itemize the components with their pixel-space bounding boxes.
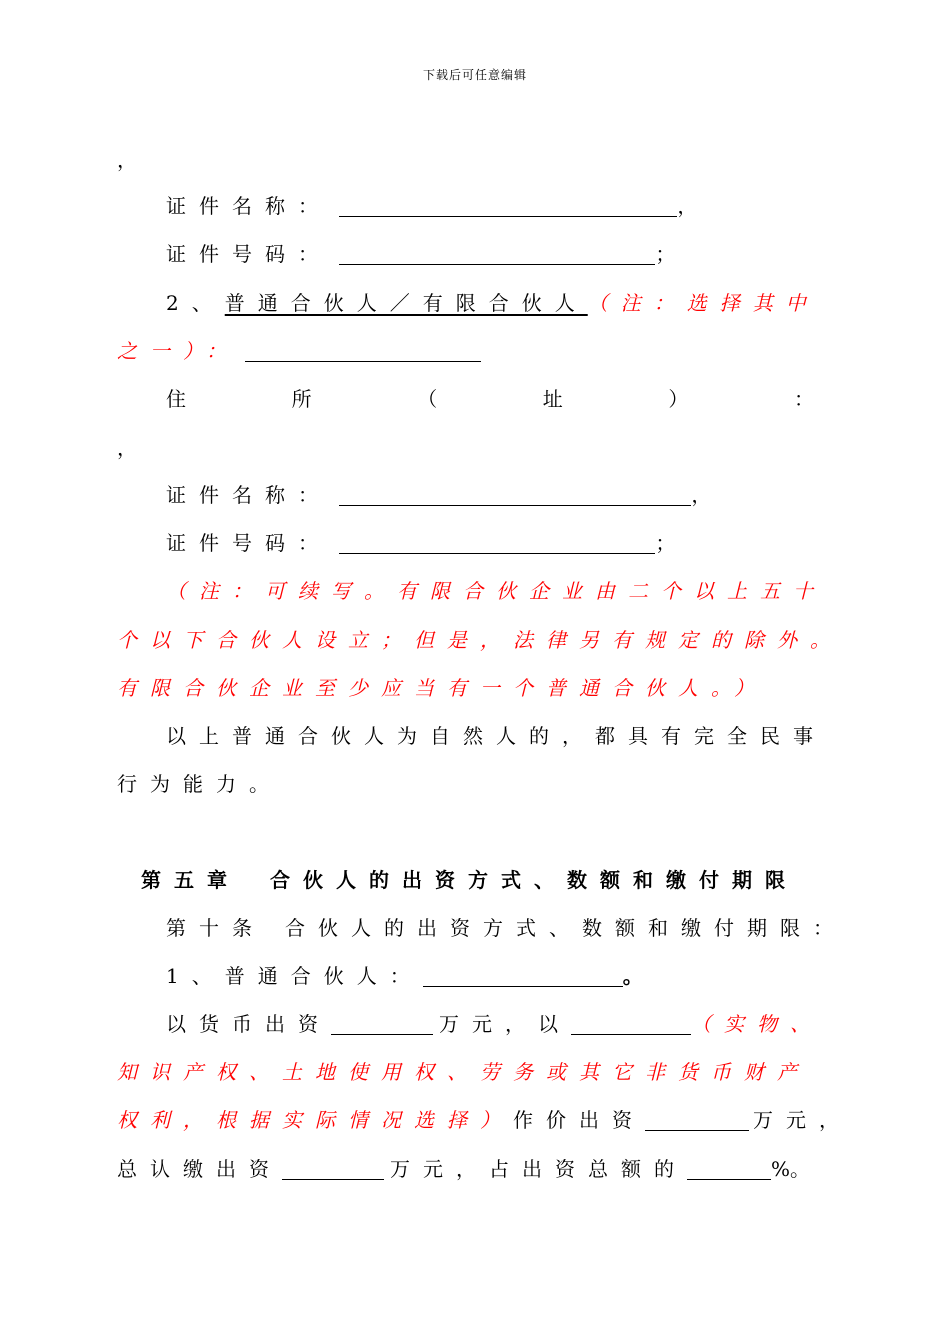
id-name-label: 证件名称： [166,483,331,507]
id-number-label: 证件号码： [166,531,331,555]
item-1-blank[interactable] [423,964,623,987]
item-1-label: 普通合伙人： [224,964,423,988]
address-char: ： [793,387,814,411]
valuation-line [117,1106,852,1134]
stray-comma: ， [117,436,137,460]
id-number-line-2 [166,529,675,557]
id-number-blank[interactable] [339,531,655,554]
capacity-line-1: 以上普通合伙人为自然人的，都具有完全民事 [166,724,826,748]
article-text: 合伙人的出资方式、数额和缴付期限： [285,916,846,940]
cash-with: 以 [538,1012,571,1036]
article-10-line [166,914,846,942]
address-char: 址 [542,387,563,411]
end-comma: ， [677,194,698,218]
address-char: 住 [166,387,186,411]
chapter-subtitle: 合伙人的出资方式、数额和缴付期限 [270,868,798,892]
percentage-blank[interactable] [687,1157,771,1180]
partner-type: 普通合伙人／有限合伙人 [224,291,588,315]
valued-unit: 万元， [753,1108,852,1132]
partner-2-line [166,289,819,317]
in-kind-note-end: 权利，根据实际情况选择） [117,1108,513,1132]
select-note: （注：选择其中 [587,291,819,315]
id-number-line-1 [166,240,675,268]
capacity-line-2: 行为能力。 [117,772,282,796]
note-line-3: 有限合伙企业至少应当有一个普通合伙人。） [117,676,767,700]
valued-label: 作价出资 [513,1108,645,1132]
partner-2-blank[interactable] [245,339,481,362]
partner-2-line-cont [117,337,481,365]
cash-label: 以货币出资 [166,1012,331,1036]
note-line-1: （注：可续写。有限合伙企业由二个以上五十 [166,579,826,603]
total-unit: 万元，占出资总额的 [390,1157,687,1181]
total-amount-blank[interactable] [282,1157,384,1180]
id-name-line-2 [166,481,711,509]
article-label: 第十条 [166,916,265,940]
total-label: 总认缴出资 [117,1157,282,1181]
chapter-heading [141,866,798,894]
item-1-line [166,962,643,990]
in-kind-note-line-2: 知识产权、土地使用权、劳务或其它非货币财产 [117,1060,810,1084]
id-number-blank[interactable] [339,242,655,265]
partner-2-number: 2、 [166,291,225,315]
id-name-blank[interactable] [339,194,677,217]
valued-amount-blank[interactable] [645,1108,749,1131]
note-line-2: 个以下合伙人设立；但是，法律另有规定的除外。 [117,628,843,652]
address-line [166,385,814,413]
select-note-end: 之一）： [117,339,239,363]
chapter-title: 第五章 [141,868,240,892]
cash-amount-blank[interactable] [331,1012,433,1035]
end-comma: ， [691,483,712,507]
cash-unit: 万元， [439,1012,538,1036]
address-char: ） [668,387,689,411]
id-name-label: 证件名称： [166,194,331,218]
item-1-number: 1、 [166,964,225,988]
item-1-end: 。 [622,964,643,988]
id-name-line-1 [166,192,697,220]
percent-sign: %。 [771,1157,811,1181]
cash-line [166,1010,823,1038]
page-header: 下载后可任意编辑 [422,68,527,82]
stray-comma: ， [117,148,137,172]
address-char: 所 [291,387,312,411]
in-kind-note: （实物、 [691,1012,823,1036]
end-semicolon: ； [655,242,676,266]
end-semicolon: ； [655,531,676,555]
id-number-label: 证件号码： [166,242,331,266]
address-char: （ [417,387,438,411]
in-kind-type-blank[interactable] [571,1012,691,1035]
id-name-blank[interactable] [339,483,691,506]
total-line [117,1155,810,1183]
